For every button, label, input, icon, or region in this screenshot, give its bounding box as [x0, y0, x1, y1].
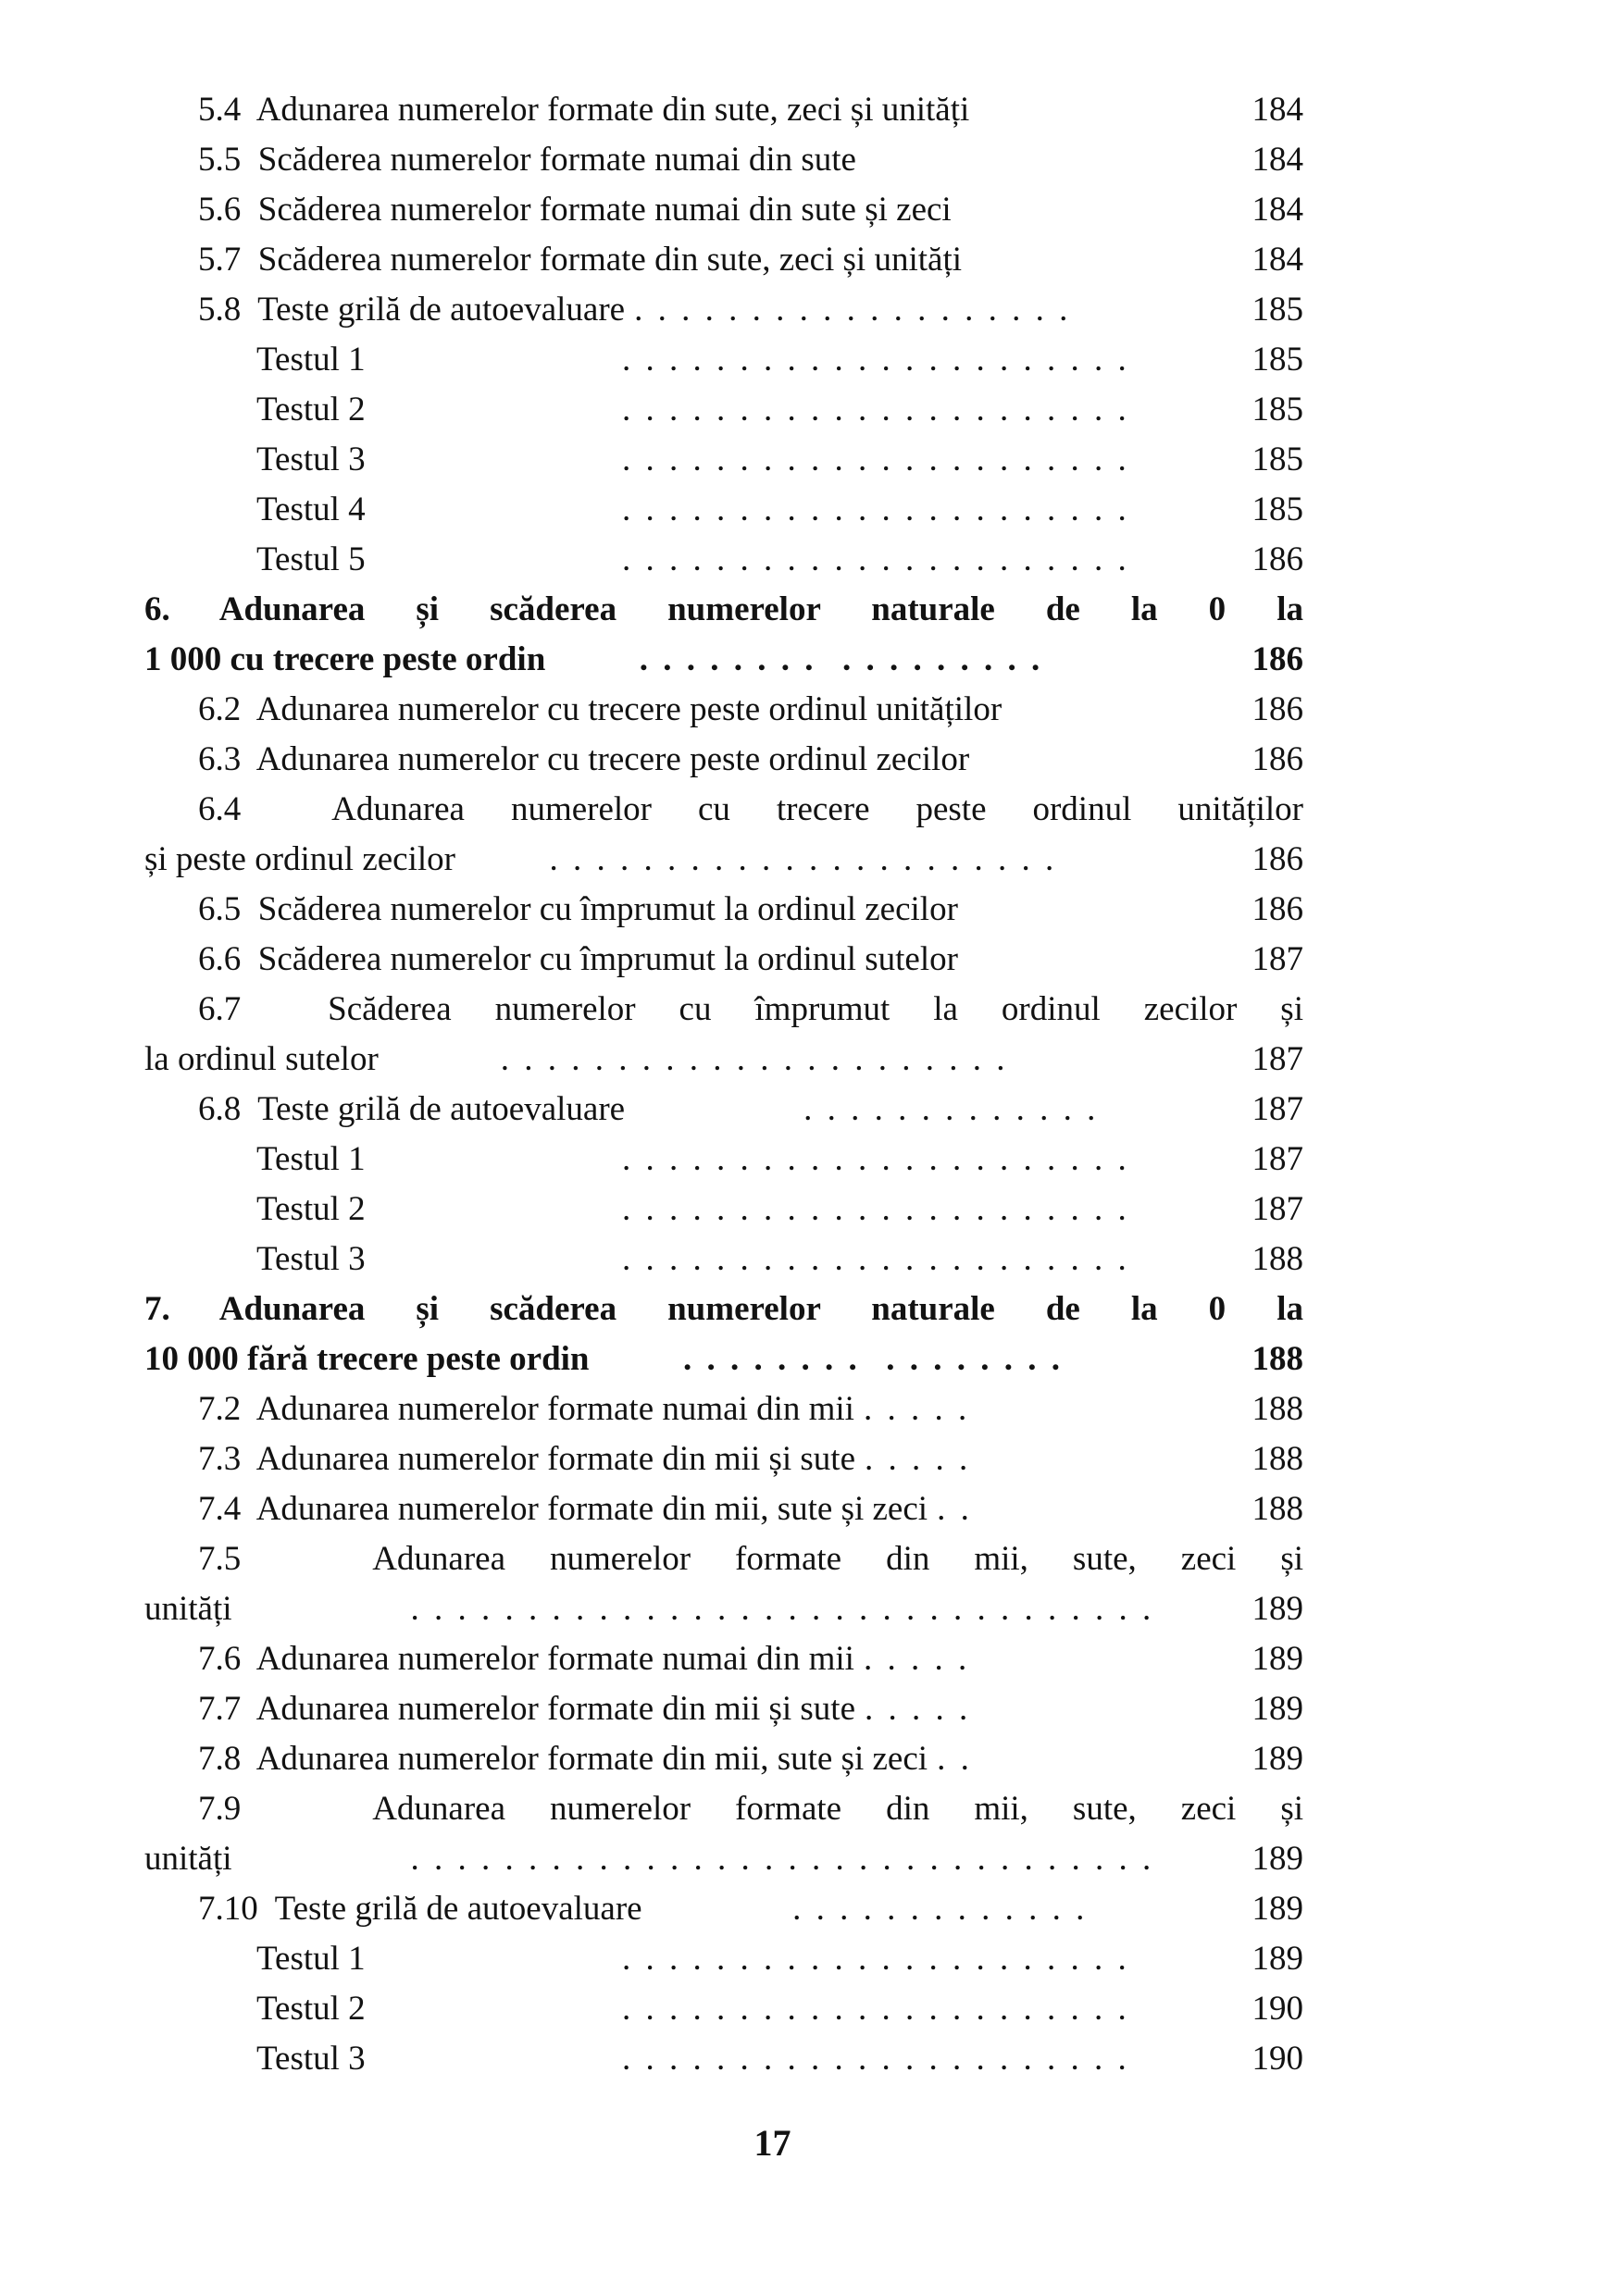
toc-entry-page: 185 [1252, 441, 1303, 478]
toc-row [144, 485, 1303, 535]
toc-entry-page: 185 [1252, 341, 1303, 379]
toc-entry-page: 184 [1252, 91, 1303, 129]
dot-leader: . . . . . [863, 1390, 968, 1428]
toc-entry-text: 6.4 Adunarea numerelor cu trecere peste ordinul unităților [198, 790, 1303, 828]
dot-leader: . . . . . . . . . . . . . . . . . . . . . . [622, 391, 1127, 428]
toc-row [144, 635, 1303, 685]
toc-row [144, 285, 1303, 335]
toc-entry-text: 7.10 Teste grilă de autoevaluare [198, 1890, 642, 1928]
toc-entry-text: Testul 1 [256, 1140, 366, 1178]
dot-leader: . . . . . . . . . . . . . . . . . . . . . . . . . . . . . . . . [241, 1590, 1152, 1628]
dot-leader: . . [937, 1490, 970, 1528]
toc-entry-page: 187 [1252, 1190, 1303, 1228]
dot-leader: . . . . . . . . . . . . . . . . . . . . . . [622, 1240, 1127, 1278]
dot-leader: . . . . . . . . . . . . . . . . . . . . . . [622, 2040, 1127, 2078]
toc-entry-page: 187 [1252, 1140, 1303, 1178]
toc-row [144, 1185, 1303, 1235]
toc-entry-text: Testul 3 [256, 2040, 366, 2078]
toc-row [144, 1484, 1303, 1534]
toc-entry-page: 188 [1252, 1390, 1303, 1428]
dot-leader: . . . . . . . . . . . . . . . . . [554, 640, 1041, 678]
dot-leader: . . . . . . . . . . . . . . . . . . . . . . [622, 1190, 1127, 1228]
toc-row [144, 1085, 1303, 1135]
toc-entry-page: 188 [1252, 1440, 1303, 1478]
toc-row [144, 785, 1303, 835]
toc-entry-text: Testul 1 [256, 1940, 366, 1978]
table-of-contents [144, 85, 1303, 2084]
dot-leader: . . . . . . . . . . . . . . . . . . . . . . [622, 1990, 1127, 2028]
toc-entry-page: 184 [1252, 241, 1303, 279]
toc-entry-text: și peste ordinul zecilor [144, 840, 455, 878]
toc-entry-page: 189 [1252, 1690, 1303, 1728]
toc-entry-text: 7. Adunarea și scăderea numerelor naturale de la 0 la [144, 1290, 1303, 1328]
toc-row [144, 535, 1303, 585]
toc-row [144, 835, 1303, 885]
dot-leader: . . . . . [863, 1640, 968, 1678]
toc-row [144, 935, 1303, 985]
toc-row [144, 1135, 1303, 1185]
toc-row [144, 1035, 1303, 1085]
toc-entry-text: Testul 2 [256, 1190, 366, 1228]
toc-entry-page: 189 [1252, 1640, 1303, 1678]
toc-row [144, 1884, 1303, 1934]
toc-entry-text: Testul 2 [256, 391, 366, 428]
toc-entry-text: 5.7 Scăderea numerelor formate din sute, zeci și unități [198, 241, 963, 279]
toc-entry-page: 187 [1252, 1040, 1303, 1078]
toc-entry-page: 189 [1252, 1940, 1303, 1978]
toc-row [144, 1834, 1303, 1884]
toc-row [144, 2034, 1303, 2084]
toc-row [144, 585, 1303, 635]
toc-row [144, 1634, 1303, 1684]
toc-entry-page: 189 [1252, 1590, 1303, 1628]
toc-row [144, 1684, 1303, 1734]
toc-row [144, 335, 1303, 385]
toc-entry-text: 5.6 Scăderea numerelor formate numai din sute și zeci [198, 191, 952, 229]
toc-row [144, 1434, 1303, 1484]
toc-row [144, 185, 1303, 235]
toc-entry-text: 6. Adunarea și scăderea numerelor naturale de la 0 la [144, 590, 1303, 628]
toc-entry-text: 7.6 Adunarea numerelor formate numai din mii [198, 1640, 854, 1678]
toc-row [144, 1235, 1303, 1285]
toc-entry-page: 186 [1252, 640, 1303, 678]
dot-leader: . . . . . . . . . . . . . . . . . . . . . . [622, 1940, 1127, 1978]
dot-leader: . . . . . . . . . . . . . . . . . . . . . . [464, 840, 1055, 878]
toc-entry-text: Testul 2 [256, 1990, 366, 2028]
dot-leader: . . . . . . . . . . . . . [634, 1090, 1097, 1128]
toc-entry-page: 189 [1252, 1740, 1303, 1778]
toc-entry-page: 188 [1252, 1240, 1303, 1278]
toc-entry-page: 185 [1252, 490, 1303, 528]
toc-entry-page: 190 [1252, 1990, 1303, 2028]
dot-leader: . . . . . . . . . . . . . . . . . . . . . . [622, 1140, 1127, 1178]
toc-entry-text: 7.4 Adunarea numerelor formate din mii, sute și zeci [198, 1490, 928, 1528]
toc-row [144, 235, 1303, 285]
toc-entry-text: 5.4 Adunarea numerelor formate din sute, zeci și unități [198, 91, 970, 129]
toc-entry-text: 6.6 Scăderea numerelor cu împrumut la ordinul sutelor [198, 940, 958, 978]
toc-entry-text: Testul 3 [256, 441, 366, 478]
toc-entry-text: Testul 4 [256, 490, 366, 528]
toc-entry-page: 185 [1252, 291, 1303, 329]
toc-entry-text: 5.8 Teste grilă de autoevaluare [198, 291, 626, 329]
dot-leader: . . . . . . . . . . . . . . . . . . . . . . [387, 1040, 1006, 1078]
toc-entry-page: 187 [1252, 940, 1303, 978]
dot-leader: . . [937, 1740, 970, 1778]
toc-entry-text: 7.9 Adunarea numerelor formate din mii, sute, zeci și [198, 1790, 1303, 1828]
toc-entry-text: 6.7 Scăderea numerelor cu împrumut la ordinul zecilor și [198, 990, 1303, 1028]
toc-row [144, 985, 1303, 1035]
toc-row [144, 435, 1303, 485]
dot-leader: . . . . . . . . . . . . . . . . . . . . . . [622, 441, 1127, 478]
toc-entry-text: 10 000 fără trecere peste ordin [144, 1340, 590, 1378]
dot-leader: . . . . . . . . . . . . . [651, 1890, 1086, 1928]
toc-entry-text: unități [144, 1840, 232, 1878]
toc-row [144, 885, 1303, 935]
dot-leader: . . . . . [865, 1690, 969, 1728]
toc-entry-text: 7.8 Adunarea numerelor formate din mii, sute și zeci [198, 1740, 928, 1778]
dot-leader: . . . . . . . . . . . . . . . . . . . . . . [622, 540, 1127, 578]
toc-row [144, 1285, 1303, 1334]
dot-leader: . . . . . . . . . . . . . . . . . . . . . . . . . . . . . . . . [241, 1840, 1152, 1878]
toc-entry-text: 6.2 Adunarea numerelor cu trecere peste ordinul unităților [198, 690, 1003, 728]
toc-entry-page: 186 [1252, 890, 1303, 928]
toc-entry-text: la ordinul sutelor [144, 1040, 379, 1078]
toc-row [144, 85, 1303, 135]
toc-row [144, 135, 1303, 185]
toc-entry-page: 186 [1252, 840, 1303, 878]
toc-entry-text: 6.5 Scăderea numerelor cu împrumut la ordinul zecilor [198, 890, 958, 928]
toc-entry-page: 185 [1252, 391, 1303, 428]
toc-entry-text: Testul 3 [256, 1240, 366, 1278]
toc-row [144, 1534, 1303, 1584]
toc-row [144, 685, 1303, 735]
toc-entry-page: 189 [1252, 1840, 1303, 1878]
toc-entry-text: 7.3 Adunarea numerelor formate din mii și sute [198, 1440, 856, 1478]
toc-entry-text: 7.7 Adunarea numerelor formate din mii și sute [198, 1690, 856, 1728]
toc-entry-text: 7.5 Adunarea numerelor formate din mii, sute, zeci și [198, 1540, 1303, 1578]
toc-row [144, 1734, 1303, 1784]
toc-entry-text: 6.3 Adunarea numerelor cu trecere peste ordinul zecilor [198, 740, 970, 778]
toc-entry-page: 190 [1252, 2040, 1303, 2078]
toc-entry-page: 186 [1252, 690, 1303, 728]
toc-row [144, 1384, 1303, 1434]
toc-entry-page: 188 [1252, 1490, 1303, 1528]
toc-row [144, 1584, 1303, 1634]
dot-leader: . . . . . [865, 1440, 969, 1478]
toc-entry-text: 5.5 Scăderea numerelor formate numai din sute [198, 141, 856, 179]
toc-row [144, 1934, 1303, 1984]
toc-row [144, 735, 1303, 785]
toc-entry-text: Testul 1 [256, 341, 366, 379]
dot-leader: . . . . . . . . . . . . . . . . . . . . . . [622, 490, 1127, 528]
dot-leader: . . . . . . . . . . . . . . . . . . . . . . [622, 341, 1127, 379]
toc-entry-text: 7.2 Adunarea numerelor formate numai din mii [198, 1390, 854, 1428]
toc-entry-page: 187 [1252, 1090, 1303, 1128]
toc-entry-page: 184 [1252, 191, 1303, 229]
toc-entry-page: 184 [1252, 141, 1303, 179]
dot-leader: . . . . . . . . . . . . . . . . . . . [634, 291, 1069, 329]
toc-entry-text: unități [144, 1590, 232, 1628]
toc-row [144, 385, 1303, 435]
toc-row [144, 1784, 1303, 1834]
toc-entry-text: 1 000 cu trecere peste ordin [144, 640, 546, 678]
toc-row [144, 1984, 1303, 2034]
dot-leader: . . . . . . . . . . . . . . . . [598, 1340, 1062, 1378]
toc-row [144, 1334, 1303, 1384]
toc-entry-page: 189 [1252, 1890, 1303, 1928]
toc-entry-text: 6.8 Teste grilă de autoevaluare [198, 1090, 626, 1128]
toc-entry-page: 186 [1252, 540, 1303, 578]
toc-entry-page: 186 [1252, 740, 1303, 778]
toc-entry-page: 188 [1252, 1340, 1303, 1378]
toc-entry-text: Testul 5 [256, 540, 366, 578]
page-number: 17 [753, 2122, 791, 2164]
